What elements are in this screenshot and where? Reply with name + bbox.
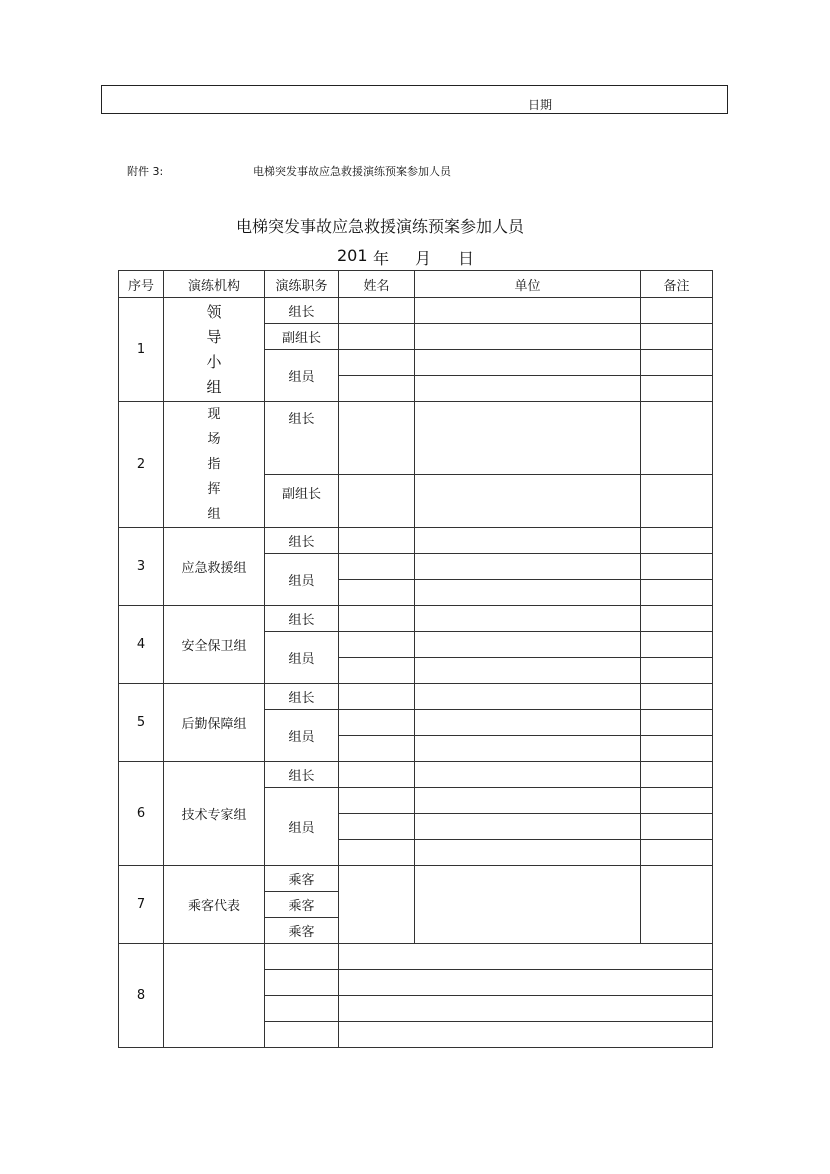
document-title: 电梯突发事故应急救援演练预案参加人员	[235, 217, 524, 236]
remark-cell[interactable]	[641, 298, 713, 324]
name-cell[interactable]	[339, 684, 415, 710]
unit-cell[interactable]	[415, 658, 641, 684]
role-cell: 组员	[265, 788, 339, 866]
table-row	[119, 866, 713, 892]
date-header-box	[101, 85, 728, 114]
name-cell[interactable]	[339, 528, 415, 554]
role-cell[interactable]	[265, 944, 339, 970]
group-org: 技术专家组	[164, 762, 265, 866]
role-cell[interactable]	[265, 970, 339, 996]
group-number: 2	[119, 402, 164, 528]
date-year: 201	[337, 246, 368, 265]
role-cell[interactable]	[265, 1022, 339, 1048]
remark-cell[interactable]	[641, 710, 713, 736]
remark-cell[interactable]	[641, 684, 713, 710]
table-row	[119, 528, 713, 554]
col-header-no: 序号	[119, 271, 164, 298]
name-cell[interactable]	[339, 866, 415, 944]
remark-cell[interactable]	[641, 840, 713, 866]
unit-cell[interactable]	[415, 710, 641, 736]
name-cell[interactable]	[339, 376, 415, 402]
date-day-unit: 日	[458, 249, 475, 268]
date-month-unit: 月	[415, 249, 432, 268]
unit-cell[interactable]	[415, 402, 641, 475]
role-cell: 副组长	[265, 324, 339, 350]
col-header-role: 演练职务	[265, 271, 339, 298]
name-cell[interactable]	[339, 762, 415, 788]
unit-cell[interactable]	[415, 298, 641, 324]
org-char: 挥	[207, 482, 221, 497]
role-cell: 组员	[265, 554, 339, 606]
org-char: 组	[206, 377, 222, 396]
org-char: 指	[207, 457, 221, 472]
group-org	[164, 402, 265, 528]
unit-cell[interactable]	[415, 684, 641, 710]
group-org[interactable]	[164, 944, 265, 1048]
name-cell[interactable]	[339, 814, 415, 840]
attachment-title: 电梯突发事故应急救援演练预案参加人员	[253, 165, 451, 178]
org-char: 小	[206, 352, 222, 371]
table-header-row	[119, 271, 713, 298]
role-cell: 组长	[265, 684, 339, 710]
unit-cell[interactable]	[415, 350, 641, 376]
name-cell[interactable]	[339, 324, 415, 350]
unit-cell[interactable]	[415, 762, 641, 788]
remark-cell[interactable]	[641, 324, 713, 350]
roster-table	[118, 270, 713, 1048]
role-cell: 组长	[265, 528, 339, 554]
col-header-name: 姓名	[339, 271, 415, 298]
name-cell[interactable]	[339, 554, 415, 580]
remark-cell[interactable]	[641, 528, 713, 554]
unit-cell[interactable]	[415, 788, 641, 814]
unit-cell[interactable]	[415, 840, 641, 866]
name-cell[interactable]	[339, 710, 415, 736]
unit-cell[interactable]	[415, 606, 641, 632]
role-cell: 组长	[265, 606, 339, 632]
table-row	[119, 298, 713, 324]
remark-cell[interactable]	[641, 866, 713, 944]
name-cell[interactable]	[339, 840, 415, 866]
remark-cell[interactable]	[641, 376, 713, 402]
unit-cell[interactable]	[415, 866, 641, 944]
remark-cell[interactable]	[641, 762, 713, 788]
group-number: 7	[119, 866, 164, 944]
name-cell[interactable]	[339, 788, 415, 814]
col-header-unit: 单位	[415, 271, 641, 298]
blank-cell[interactable]	[339, 1022, 713, 1048]
name-cell[interactable]	[339, 606, 415, 632]
remark-cell[interactable]	[641, 580, 713, 606]
unit-cell[interactable]	[415, 528, 641, 554]
unit-cell[interactable]	[415, 814, 641, 840]
role-cell: 组员	[265, 710, 339, 762]
role-cell: 组长	[265, 298, 339, 324]
unit-cell[interactable]	[415, 580, 641, 606]
date-label: 日期	[528, 98, 553, 112]
org-char: 导	[206, 327, 222, 346]
remark-cell[interactable]	[641, 402, 713, 475]
group-org: 后勤保障组	[164, 684, 265, 762]
group-org: 乘客代表	[164, 866, 265, 944]
role-cell: 组长	[265, 402, 339, 475]
unit-cell[interactable]	[415, 632, 641, 658]
group-number: 3	[119, 528, 164, 606]
role-cell: 乘客	[265, 918, 339, 944]
remark-cell[interactable]	[641, 788, 713, 814]
remark-cell[interactable]	[641, 554, 713, 580]
table-row	[119, 684, 713, 710]
name-cell[interactable]	[339, 298, 415, 324]
table-row	[119, 762, 713, 788]
role-cell: 副组长	[265, 475, 339, 528]
remark-cell[interactable]	[641, 658, 713, 684]
blank-cell[interactable]	[339, 996, 713, 1022]
unit-cell[interactable]	[415, 554, 641, 580]
group-number: 8	[119, 944, 164, 1048]
remark-cell[interactable]	[641, 736, 713, 762]
date-year-unit: 年	[373, 249, 390, 268]
role-cell[interactable]	[265, 996, 339, 1022]
remark-cell[interactable]	[641, 814, 713, 840]
group-number: 6	[119, 762, 164, 866]
name-cell[interactable]	[339, 402, 415, 475]
name-cell[interactable]	[339, 736, 415, 762]
col-header-org: 演练机构	[164, 271, 265, 298]
remark-cell[interactable]	[641, 632, 713, 658]
role-cell: 组长	[265, 762, 339, 788]
name-cell[interactable]	[339, 475, 415, 528]
remark-cell[interactable]	[641, 606, 713, 632]
table-row	[119, 402, 713, 475]
unit-cell[interactable]	[415, 736, 641, 762]
org-char: 现	[207, 407, 221, 422]
unit-cell[interactable]	[415, 475, 641, 528]
role-cell: 乘客	[265, 892, 339, 918]
blank-cell[interactable]	[339, 970, 713, 996]
group-org	[164, 298, 265, 402]
blank-cell[interactable]	[339, 944, 713, 970]
org-char: 领	[206, 302, 222, 321]
name-cell[interactable]	[339, 658, 415, 684]
group-number: 1	[119, 298, 164, 402]
org-char: 组	[207, 507, 221, 522]
name-cell[interactable]	[339, 632, 415, 658]
group-org: 安全保卫组	[164, 606, 265, 684]
role-cell: 组员	[265, 350, 339, 402]
role-cell: 乘客	[265, 866, 339, 892]
role-cell: 组员	[265, 632, 339, 684]
unit-cell[interactable]	[415, 324, 641, 350]
group-number: 4	[119, 606, 164, 684]
org-char: 场	[207, 432, 221, 447]
unit-cell[interactable]	[415, 376, 641, 402]
col-header-remark: 备注	[641, 271, 713, 298]
table-row	[119, 944, 713, 970]
name-cell[interactable]	[339, 350, 415, 376]
remark-cell[interactable]	[641, 475, 713, 528]
table-row	[119, 606, 713, 632]
attachment-label: 附件 3:	[127, 165, 164, 178]
group-org: 应急救援组	[164, 528, 265, 606]
name-cell[interactable]	[339, 580, 415, 606]
remark-cell[interactable]	[641, 350, 713, 376]
group-number: 5	[119, 684, 164, 762]
